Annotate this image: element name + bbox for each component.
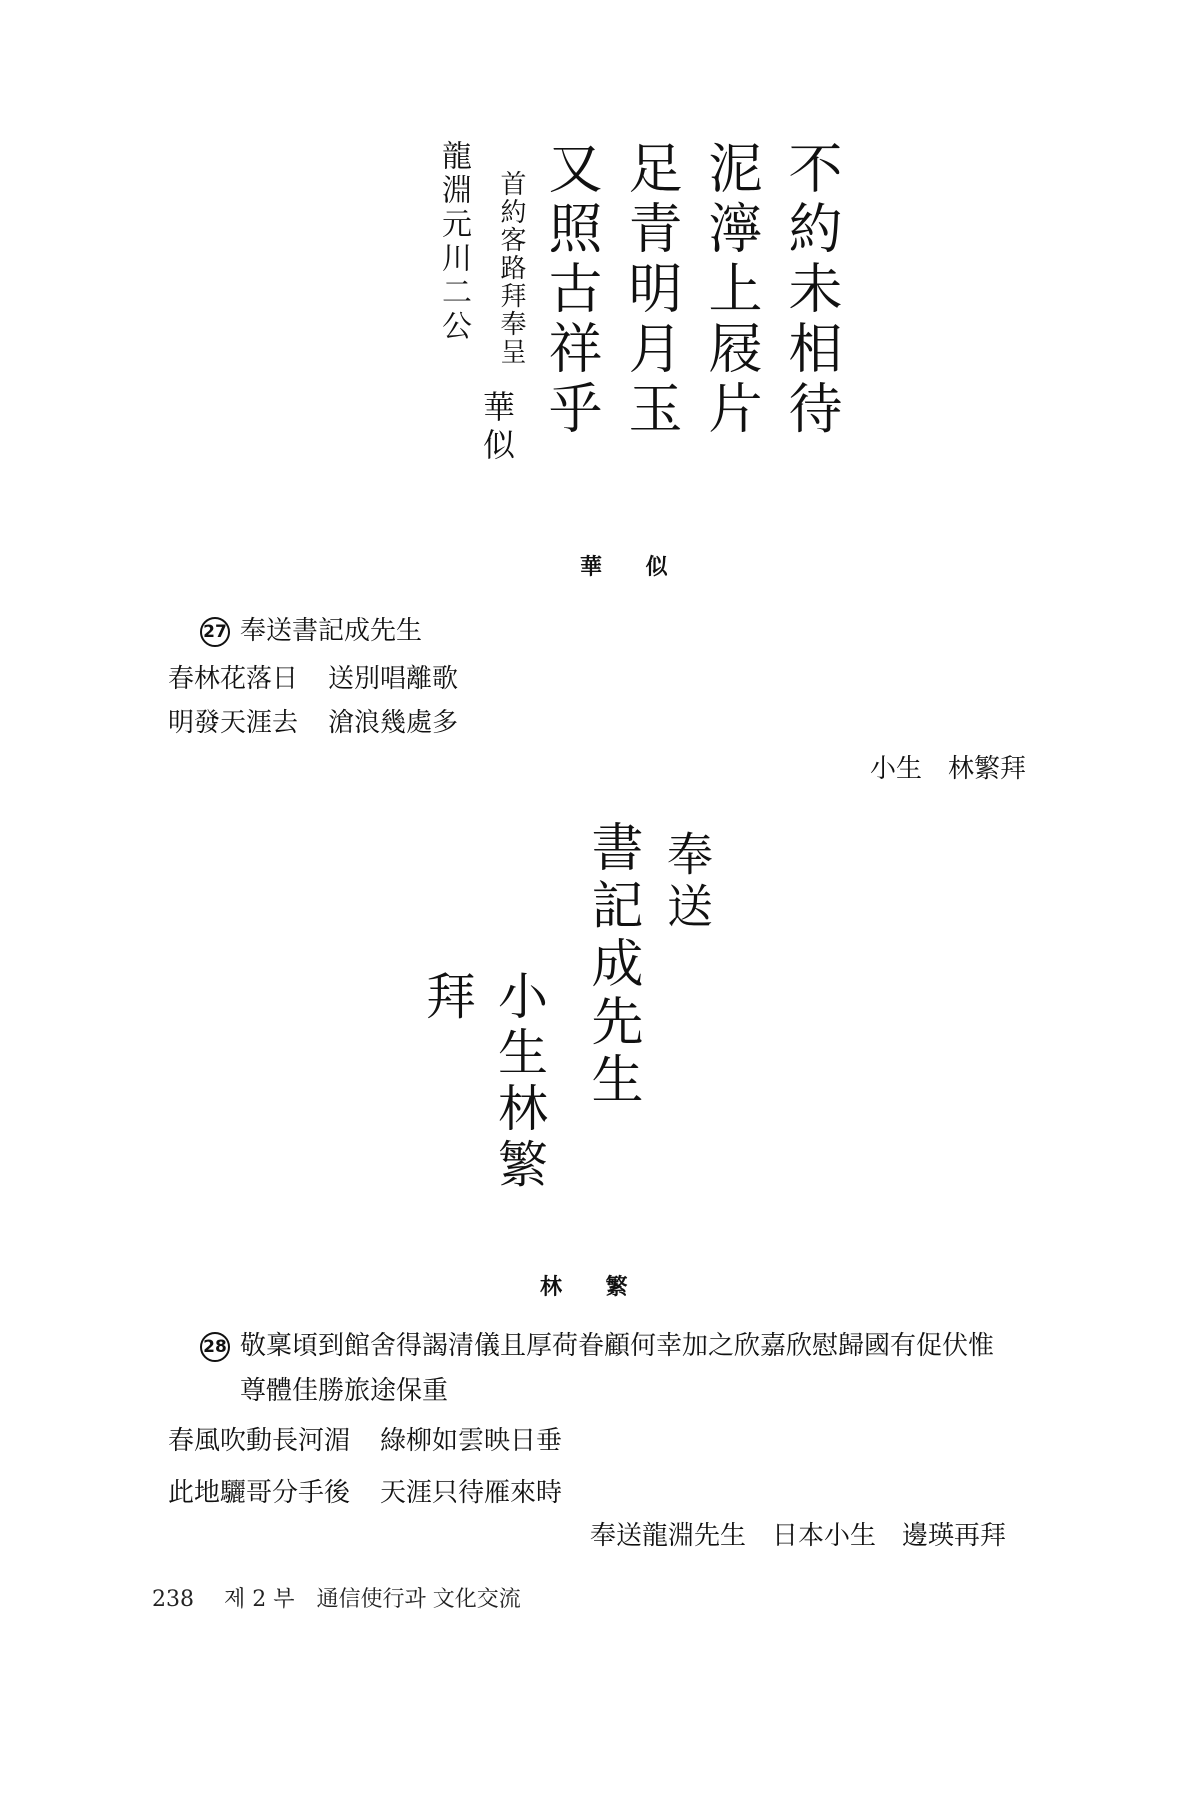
image-caption: 林 繁 [540,1275,646,1300]
poem-signature: 小生 林繁拜 [870,754,1027,784]
calligraphy-column: 奉送 [660,830,714,934]
poem-line [168,658,458,695]
poem-heading [200,1325,994,1362]
calligraphy-column: 不約未相待 [780,140,843,440]
poem-signature: 奉送龍淵先生 日本小生 邊瑛再拜 [590,1521,1007,1551]
calligraphy-column: 首約客路拜奉呈 [496,170,526,366]
poem-title: 奉送書記成先生 [240,616,423,646]
part-label: 제 2 부 [224,1587,295,1612]
poem-hemistich: 此地驪哥分手後 [168,1478,351,1508]
page-number: 238 [152,1587,194,1612]
calligraphy-signature: 華似 [478,390,516,466]
calligraphy-column: 又照古祥乎 [540,140,603,440]
poem-hemistich: 送別唱離歌 [328,664,459,694]
calligraphy-column: 足青明月玉 [620,140,683,440]
poem-number-badge: 28 [200,1332,230,1362]
calligraphy-column: 書記成先生 [582,820,642,1110]
poem-hemistich: 春風吹動長河湄 [168,1426,351,1456]
poem-title: 敬稟頃到館舍得謁清儀且厚荷眷顧何幸加之欣嘉欣慰歸國有促伏惟 [240,1331,995,1361]
poem-line [168,1420,562,1457]
calligraphy-column: 泥濘上屐片 [700,140,763,440]
section-title: 通信使行과 文化交流 [316,1587,521,1612]
calligraphy-column: 龍淵元川二公 [436,140,471,344]
image-caption: 華 似 [580,555,686,580]
poem-title-continuation: 尊體佳勝旅途保重 [240,1376,449,1406]
poem-line [168,702,458,739]
poem-heading [200,610,422,647]
calligraphy-image-middle [418,820,730,1240]
poem-hemistich: 春林花落日 [168,664,299,694]
calligraphy-column: 小生林繁拜 [418,970,548,1194]
poem-hemistich: 滄浪幾處多 [328,708,459,738]
calligraphy-image-top [380,140,850,530]
poem-line [168,1472,562,1509]
poem-hemistich: 天涯只待雁來時 [380,1478,563,1508]
page-footer [152,1582,521,1613]
poem-number-badge: 27 [200,617,230,647]
poem-hemistich: 綠柳如雲映日垂 [380,1426,563,1456]
poem-hemistich: 明發天涯去 [168,708,299,738]
